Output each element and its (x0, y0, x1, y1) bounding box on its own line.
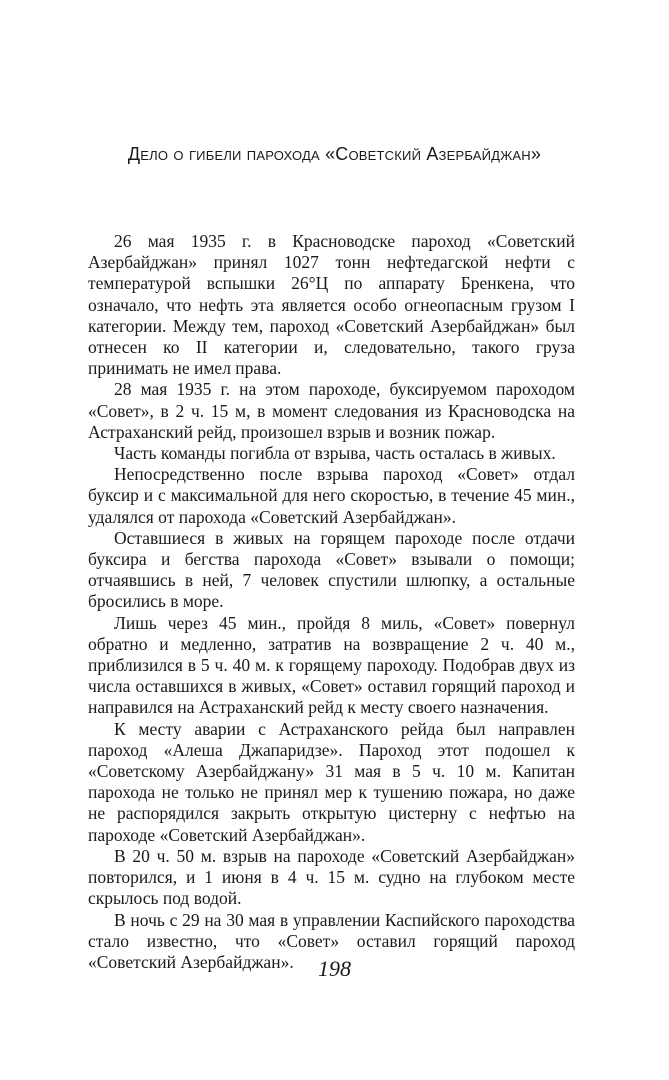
paragraph: 26 мая 1935 г. в Красноводске пароход «Советский Азербайджан» принял 1027 тонн нефтедагской нефти с температурой вспышки 26°Ц по аппарату Бренкена, что означало, что нефть эта является особо огнеопасным грузом I категории. Между тем, пароход «Советский Азербайджан» был отнесен ко II категории и, следовательно, такого груза принимать не имел права. (88, 231, 575, 379)
paragraph: В 20 ч. 50 м. взрыв на пароходе «Советский Азербайджан» повторился, и 1 июня в 4 ч. 15 м. судно на глубоком месте скрылось под водой. (88, 845, 575, 909)
paragraph: В ночь с 29 на 30 мая в управлении Каспийского пароходства стало известно, что «Совет» оставил горящий пароход «Советский Азербайджан». (88, 909, 575, 972)
body-text (88, 231, 575, 973)
paragraph: К месту аварии с Астраханского рейда был направлен пароход «Алеша Джапаридзе». Пароход этот подошел к «Советскому Азербайджану» 31 мая в 5 ч. 10 м. Капитан парохода не только не принял мер к тушению пожара, но даже не распорядился закрыть открытую цистерну с нефтью на пароходе «Советский Азербайджан». (88, 718, 575, 845)
paragraph: Лишь через 45 мин., пройдя 8 миль, «Совет» повернул обратно и медленно, затратив на возвращение 2 ч. 40 м., приблизился в 5 ч. 40 м. к горящему пароходу. Подобрав двух из числа оставшихся в живых, «Совет» оставил горящий пароход и направился на Астраханский рейд к месту своего назначения. (88, 612, 575, 718)
page-title: Дело о гибели парохода «Советский Азербайджан» (127, 144, 542, 164)
paragraph: 28 мая 1935 г. на этом пароходе, буксируемом пароходом «Совет», в 2 ч. 15 м, в момент следования из Красноводска на Астраханский рейд, произошел взрыв и возник пожар. (88, 379, 575, 442)
paragraph: Непосредственно после взрыва пароход «Совет» отдал буксир и с максимальной для него скоростью, в течение 45 мин., удалялся от парохода «Советский Азербайджан». (88, 464, 575, 527)
paragraph: Часть команды погибла от взрыва, часть осталась в живых. (114, 443, 556, 464)
page-number: 198 (318, 956, 351, 981)
paragraph: Оставшиеся в живых на горящем пароходе после отдачи буксира и бегства парохода «Совет» взывали о помощи; отчаявшись в ней, 7 человек спустили шлюпку, а остальные бросились в море. (88, 527, 575, 612)
